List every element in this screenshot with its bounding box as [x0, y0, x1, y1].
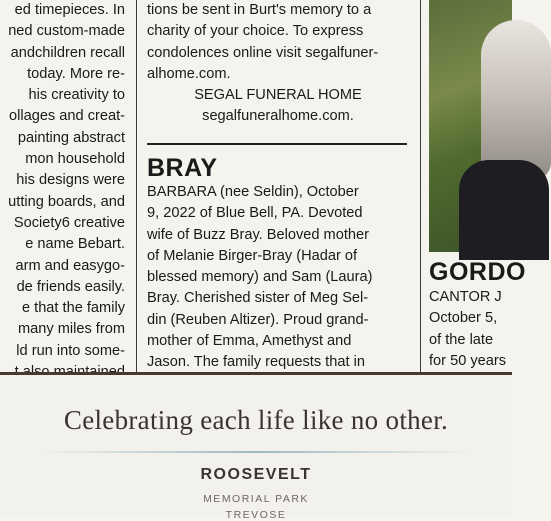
- text-line: October 5,: [429, 310, 498, 327]
- obituary-photo: [429, 0, 512, 252]
- text-line: ned custom-made: [8, 23, 125, 40]
- text-line: Society6 creative: [13, 214, 125, 231]
- text-line: charity of your choice. To express: [147, 23, 364, 40]
- obituary-name-gordon: GORDO: [429, 258, 526, 286]
- right-column: [429, 287, 549, 372]
- funeral-home-name: SEGAL FUNERAL HOME: [194, 87, 362, 104]
- text-line: Bray. Cherished sister of Meg Sel-: [147, 290, 369, 307]
- funeral-home-site: segalfuneralhome.com.: [202, 108, 354, 125]
- text-line: mother of Emma, Amethyst and: [147, 333, 352, 350]
- column-divider-right: [420, 0, 421, 372]
- text-line: din (Reuben Altizer). Proud grand-: [147, 311, 369, 328]
- text-line: for 50 years: [429, 352, 507, 369]
- text-line: wife of Buzz Bray. Beloved mother: [147, 226, 369, 243]
- portrait-suit: [459, 160, 549, 260]
- text-line: ed timepieces. In: [14, 2, 125, 18]
- ad-slogan: Celebrating each life like no other.: [63, 405, 449, 435]
- column-divider-left: [136, 0, 137, 372]
- left-column: [0, 0, 125, 405]
- ad-location: TREVOSE: [225, 509, 287, 521]
- text-line: CANTOR J: [429, 289, 502, 305]
- text-line: today. More re-: [27, 65, 125, 82]
- text-line: of the late: [429, 331, 494, 348]
- text-line: ollages and creat-: [8, 108, 125, 125]
- text-line: of Melanie Birger-Bray (Hadar of: [147, 247, 358, 264]
- text-line: mon household: [25, 151, 125, 168]
- text-line: 9, 2022 of Blue Bell, PA. Devoted: [147, 205, 363, 222]
- text-line: condolences online visit segalfuner-: [147, 44, 379, 61]
- text-line: alhome.com.: [147, 65, 231, 82]
- text-line: tions be sent in Burt's memory to a: [147, 2, 372, 18]
- text-line: painting abstract: [17, 129, 125, 146]
- middle-column: [147, 0, 409, 128]
- ad-subtitle: MEMORIAL PARK: [203, 493, 309, 505]
- advertisement-banner: [0, 372, 512, 521]
- ad-brand: ROOSEVELT: [200, 466, 312, 483]
- text-line: e name Bebart.: [25, 236, 125, 253]
- text-line: ld run into some-: [16, 342, 125, 359]
- text-line: blessed memory) and Sam (Laura): [147, 269, 373, 286]
- section-rule: [147, 143, 407, 145]
- text-line: andchildren recall: [10, 44, 125, 61]
- text-line: his creativity to: [28, 87, 125, 104]
- text-line: BARBARA (nee Seldin), October: [147, 184, 359, 200]
- text-line: de friends easily.: [16, 278, 125, 295]
- text-line: Jason. The family requests that in: [147, 354, 365, 371]
- text-line: arm and easygo-: [15, 257, 125, 274]
- text-line: his designs were: [16, 172, 125, 189]
- text-line: many miles from: [17, 321, 125, 338]
- text-line: utting boards, and: [8, 193, 125, 210]
- obituary-body-bray: [147, 182, 409, 374]
- portrait-face: [481, 20, 551, 180]
- obituary-name-bray: BRAY: [147, 154, 218, 182]
- text-line: e that the family: [21, 300, 125, 317]
- ad-divider: [40, 451, 472, 453]
